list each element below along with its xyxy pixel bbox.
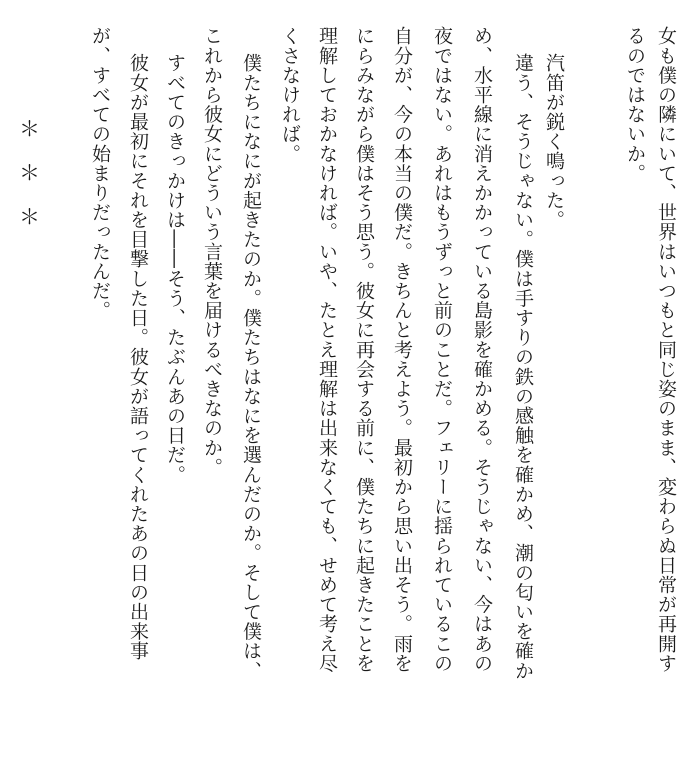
blank-line bbox=[588, 26, 619, 748]
text-line: め、水平線に消えかかっている島影を確かめる。そうじゃない、今はあの bbox=[471, 26, 493, 673]
text-line: 汽笛が鋭く鳴った。 bbox=[543, 53, 565, 230]
asterisk-mark: ＊ bbox=[19, 205, 40, 229]
text-line: 自分が、今の本当の僕だ。きちんと考えよう。最初から思い出そう。雨を bbox=[391, 26, 413, 673]
text-line: くさなければ。 bbox=[279, 26, 301, 164]
text-line: るのではないか。 bbox=[624, 26, 646, 183]
text-line: 僕たちになにが起きたのか。僕たちはなにを選んだのか。そして僕は、 bbox=[240, 53, 262, 681]
text-line: 違う、そうじゃない。僕は手すりの鉄の感触を確かめ、潮の匂いを確か bbox=[512, 53, 534, 681]
text-line: すべてのきっかけは――そう、たぶんあの日だ。 bbox=[164, 53, 186, 485]
text-line: これから彼女にどういう言葉を届けるべきなのか。 bbox=[201, 26, 223, 477]
text-line: 夜ではない。あれはもうずっと前のことだ。フェリーに揺られているこの bbox=[431, 26, 453, 673]
asterisk-mark: ＊ bbox=[19, 117, 40, 141]
text-line: 女も僕の隣にいて、世界はいつもと同じ姿のまま、変わらぬ日常が再開す bbox=[655, 26, 677, 673]
asterisk-mark: ＊ bbox=[19, 161, 40, 185]
section-separator bbox=[14, 118, 45, 228]
text-line: 彼女が最初にそれを目撃した日。彼女が語ってくれたあの日の出来事 bbox=[127, 53, 149, 661]
text-line: にらみながら僕はそう思う。彼女に再会する前に、僕たちに起きたことを bbox=[353, 26, 375, 673]
text-line: 理解しておかなければ。いや、たとえ理解は出来なくても、せめて考え尽 bbox=[316, 26, 338, 673]
text-line: が、すべての始まりだったんだ。 bbox=[89, 26, 111, 320]
